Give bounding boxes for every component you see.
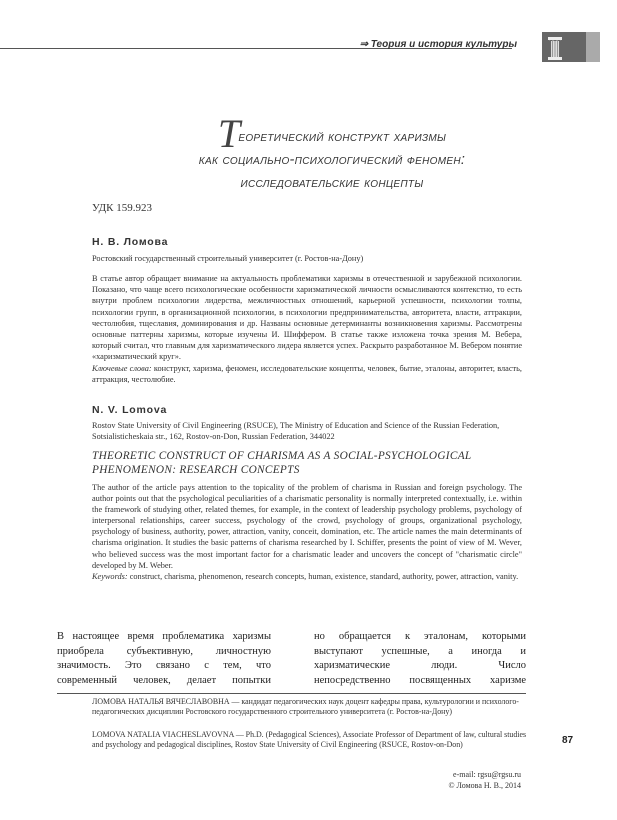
column-logo-icon (542, 28, 600, 68)
title-line-1: еоретический конструкт харизмы (238, 129, 447, 145)
abstract-en-text: The author of the article pays attention to the topicality of the problem of charisma in Russian and foreign psychology. The author points out that the psychological peculiarities of a charismatic personality is normally interpreted contextually, i.e. within the framework of studying other, related themes, for example, in the context of leadership psychology problems, psychology of interpersonal relationships, career success, psychology of the crowd, psychology of groups, organizational psychology, psychology of business, authority, power, attraction, vanity, conceit, domination, etc. The article names the main determinants of charisma origination. It studies the basic patterns of charisma researched by I. Schiffer, presents the point of view of M. Wever, who believed success was the most important factor for a charismatic leader and uncovers the concept of "charismatic circle" developed by M. Weber. (92, 483, 522, 570)
footnote-rule (57, 693, 526, 694)
abstract-en (92, 482, 522, 582)
author-ru: Н. В. Ломова (92, 236, 169, 248)
title-dropcap: Т (217, 111, 241, 156)
page-number: 87 (562, 735, 574, 746)
udk-code: УДК 159.923 (92, 202, 153, 214)
footnote-en: LOMOVA NATALIA VIACHESLAVOVNA — Ph.D. (Pedagogical Sciences), Associate Professor of Department of law, cultural studies and psychology and pedagogical disciplines, Rostov State University of Civil Engineering (RSUCE, Rostov-on-Don) (92, 730, 527, 749)
keywords-en-label: Keywords: (92, 571, 128, 581)
keywords-ru-label: Ключевые слова: (92, 363, 152, 373)
abstract-ru (92, 273, 522, 385)
body-column-1: В настоящее время проблематика харизмы приобрела субъективную, личностную значимость. Это связано с тем, что современный человек, делает попытки (57, 631, 271, 686)
keywords-en-text: construct, charisma, phenomenon, research concepts, human, existence, standard, authority, power, attraction, vanity. (127, 571, 519, 581)
arrow-icon: ⇒ (359, 39, 368, 50)
contact-block (448, 770, 521, 791)
author-en: N. V. Lomova (92, 404, 168, 416)
copyright: © Ломова Н. В., 2014 (448, 780, 521, 790)
keywords-ru-text: конструкт, харизма, феномен, исследовательские концепты, человек, бытие, эталоны, авторитет, власть, аттракция, честолюбие. (92, 363, 522, 384)
abstract-ru-text: В статье автор обращает внимание на актуальность проблематики харизмы в отечественной и зарубежной психологии. Показано, что чаще всего психологические особенности харизматической личности осмысливаются контекстно, то есть внутри проблем психологии лидерства, межличностных отношений, карьерной успешности, психологии толпы, психологии групп, в организационной психологии, в психологии предпринимательства, авторитета, власти, аттракции, честолюбия, тщеславия, доминирования и др. Названы основные детерминанты возникновения харизмы. Рассмотрены основные паттерны харизмы, которые изучены И. Шиффером. В статье также изложена точка зрения М. Вебера, который считал, что главным для харизматического лидера является успех. Раскрыто разработанное М. Вебером понятие «харизматический круг». (92, 274, 522, 362)
title-line-2: как социально-психологический феномен: (198, 152, 466, 168)
body-column-2: но обращается к эталонам, которыми выступают успешные, а иногда и харизматические люди. Число непосредственно посвященных харизме (314, 631, 526, 686)
affiliation-ru: Ростовский государственный строительный университет (г. Ростов-на-Дону) (92, 254, 364, 263)
title-line-3: исследовательские концепты (240, 175, 424, 191)
section-title: Теория и история культуры (370, 39, 517, 50)
running-header (360, 39, 517, 50)
affiliation-en: Rostov State University of Civil Engineering (RSUCE), The Ministry of Education and Science of the Russian Federation, Sotsialisticheskaia str., 162, Rostov-on-Don, Russian Federation, 344022 (92, 421, 500, 441)
article-title-ru (132, 111, 532, 195)
email: e-mail: rgsu@rgsu.ru (453, 770, 521, 779)
footnote-ru: ЛОМОВА НАТАЛЬЯ ВЯЧЕСЛАВОВНА — кандидат педагогических наук доцент кафедры права, культурологии и психолого-педагогических дисциплин Ростовского государственного строительного университета (г. Ростов-на-Дону) (92, 697, 519, 716)
article-title-en: THEORETIC CONSTRUCT OF CHARISMA AS A SOCIAL-PSYCHOLOGICAL PHENOMENON: RESEARCH CONCEPTS (92, 450, 472, 476)
